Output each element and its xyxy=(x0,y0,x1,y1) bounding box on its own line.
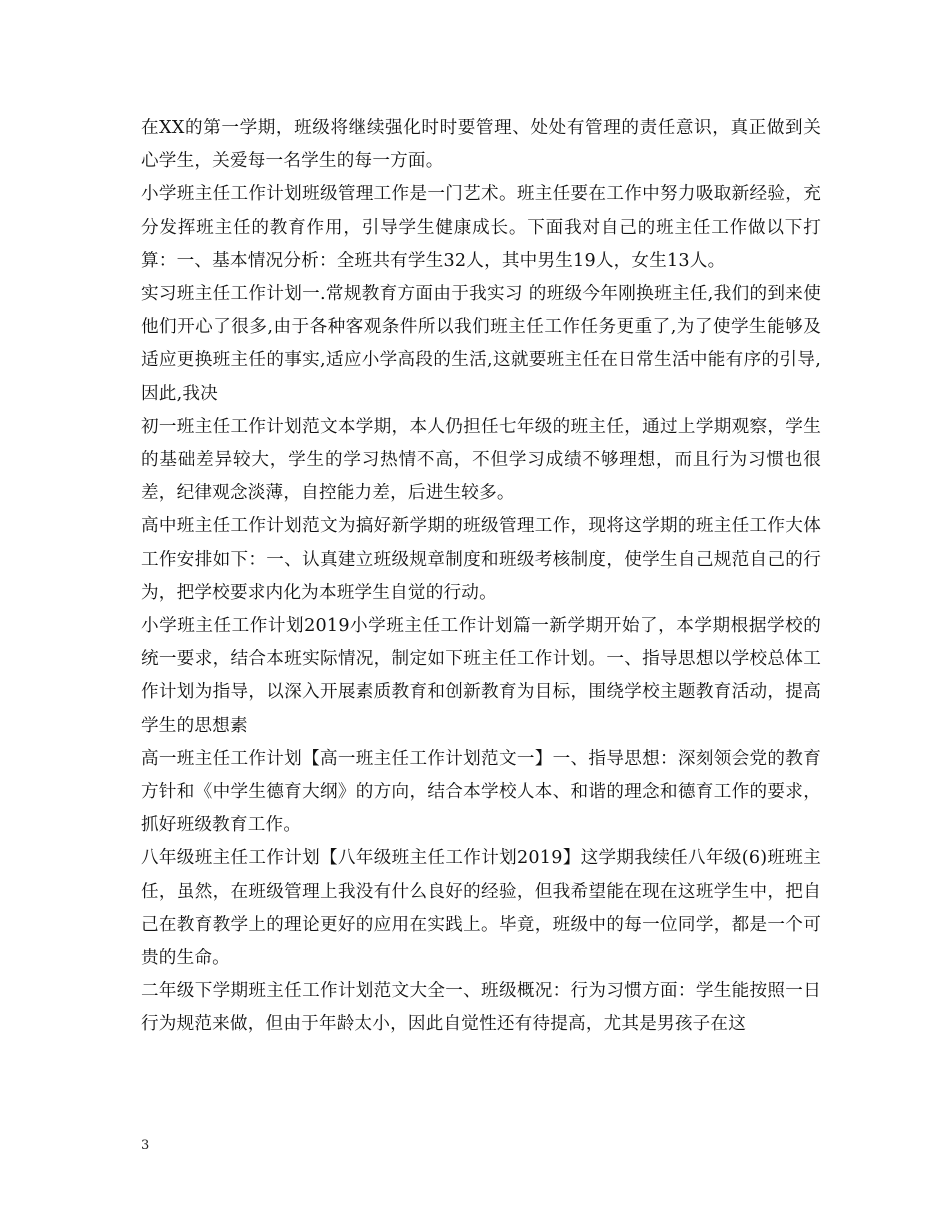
paragraph-3: 实习班主任工作计划一.常规教育方面由于我实习 的班级今年刚换班主任,我们的到来使他们开心了很多,由于各种客观条件所以我们班主任工作任务更重了,为了使学生能够及适应更换班主任的事实,适应小学高段的生活,这就要班主任在日常生活中能有序的引导,因此,我决 xyxy=(141,284,821,404)
paragraph-6: 小学班主任工作计划2019小学班主任工作计划篇一新学期开始了，本学期根据学校的统一要求，结合本班实际情况，制定如下班主任工作计划。一、指导思想以学校总体工作计划为指导，以深入开展素质教育和创新教育为目标，围绕学校主题教育活动，提高学生的思想素 xyxy=(141,616,821,736)
paragraph-2: 小学班主任工作计划班级管理工作是一门艺术。班主任要在工作中努力吸取新经验，充分发挥班主任的教育作用，引导学生健康成长。下面我对自己的班主任工作做以下打算：一、基本情况分析：全班共有学生32人，其中男生19人，女生13人。 xyxy=(141,184,821,271)
page-number: 3 xyxy=(141,1138,150,1153)
paragraph-1: 在XX的第一学期，班级将继续强化时时要管理、处处有管理的责任意识，真正做到关心学生，关爱每一名学生的每一方面。 xyxy=(141,118,821,172)
paragraph-8: 八年级班主任工作计划【八年级班主任工作计划2019】这学期我续任八年级(6)班班主任，虽然，在班级管理上我没有什么良好的经验，但我希望能在现在这班学生中，把自己在教育教学上的理论更好的应用在实践上。毕竟，班级中的每一位同学，都是一个可贵的生命。 xyxy=(141,848,821,969)
paragraph-9: 二年级下学期班主任工作计划范文大全一、班级概况：行为习惯方面：学生能按照一日行为规范来做，但由于年龄太小，因此自觉性还有待提高，尤其是男孩子在这 xyxy=(141,981,821,1035)
paragraph-4: 初一班主任工作计划范文本学期，本人仍担任七年级的班主任，通过上学期观察，学生的基础差异较大，学生的学习热情不高，不但学习成绩不够理想，而且行为习惯也很差，纪律观念淡薄，自控能力差，后进生较多。 xyxy=(141,416,821,504)
paragraph-7: 高一班主任工作计划【高一班主任工作计划范文一】一、指导思想：深刻领会党的教育方针和《中学生德育大纲》的方向，结合本学校人本、和谐的理念和德育工作的要求，抓好班级教育工作。 xyxy=(141,748,821,836)
body-text xyxy=(141,112,821,1042)
paragraph-5: 高中班主任工作计划范文为搞好新学期的班级管理工作，现将这学期的班主任工作大体工作安排如下：一、认真建立班级规章制度和班级考核制度，使学生自己规范自己的行为，把学校要求内化为本班学生自觉的行动。 xyxy=(141,516,821,603)
